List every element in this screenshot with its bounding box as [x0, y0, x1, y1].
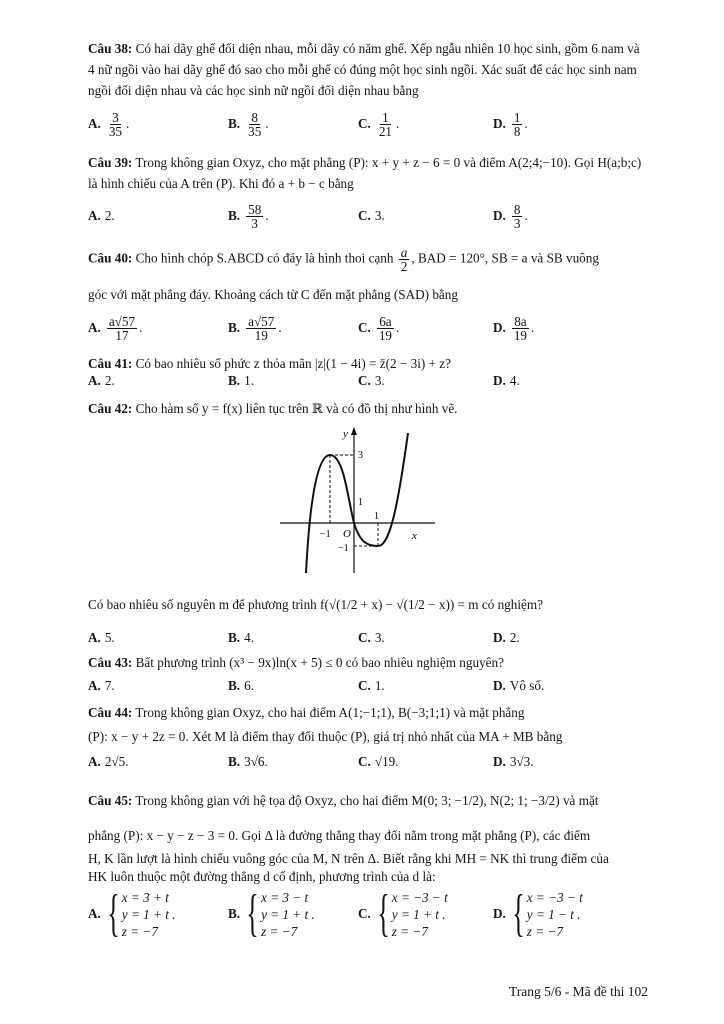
question-45: Câu 45: Trong không gian với hệ tọa độ Oxyz, cho hai điểm M(0; 3; −1/2), N(2; 1; −3/2) và mặt [88, 793, 599, 808]
question-38-options [88, 108, 648, 140]
option-b[interactable]: B. { x = 3 − t y = 1 + t . z = −7 [228, 885, 315, 942]
option-d[interactable]: D. $\frac{8a}{19}$ . [493, 313, 535, 343]
option-c[interactable]: C. 3. [358, 373, 385, 388]
option-c[interactable]: C. $\frac{1}{21}$ . [358, 109, 400, 139]
question-label: Câu 43: [88, 655, 133, 670]
option-c[interactable]: C. $\frac{6a}{19}$ . [358, 313, 400, 343]
x-axis-label: x [412, 530, 417, 542]
origin-label: O [343, 528, 351, 540]
question-45-options [88, 885, 648, 948]
question-label: Câu 41: [88, 356, 133, 371]
question-44-line2: (P): x − y + 2z = 0. Xét M là điểm thay đổi thuộc (P), giá trị nhỏ nhất của MA + MB bằng [88, 729, 563, 744]
question-42 [88, 398, 648, 419]
question-text: Bất phương trình (x³ − 9x)ln(x + 5) ≤ 0 có bao nhiêu nghiệm nguyên? [135, 655, 504, 670]
option-d[interactable]: D. 3√3. [493, 754, 534, 769]
question-label: Câu 45: [88, 793, 133, 808]
question-40: Câu 40: Cho hình chóp S.ABCD có đáy là hình thoi cạnh $\frac{a}{2}$ , BAD = 120°, SB = a và SB vuông [88, 245, 599, 274]
option-a[interactable]: A. 2. [88, 373, 115, 388]
question-label: Câu 39: [88, 155, 133, 170]
option-a[interactable]: A. 2. [88, 208, 115, 223]
option-a[interactable]: A. 2√5. [88, 754, 129, 769]
page-footer: Trang 5/6 - Mã đề thi 102 [509, 984, 648, 999]
question-43-options [88, 674, 648, 698]
y-arrow [351, 427, 357, 435]
question-45-line4: HK luôn thuộc một đường thẳng d cố định, phương trình của d là: [88, 869, 436, 884]
question-label: Câu 44: [88, 705, 133, 720]
option-b[interactable]: B. $\frac{a√57}{19}$ . [228, 313, 282, 343]
option-a[interactable]: A. $\frac{3}{35}$ . [88, 109, 130, 139]
question-40-line2: góc với mặt phẳng đáy. Khoảng cách từ C đến mặt phẳng (SAD) bằng [88, 287, 458, 302]
label-y3: 3 [358, 450, 363, 461]
option-d[interactable]: D. 4. [493, 373, 520, 388]
question-43 [88, 652, 648, 673]
question-text: Có bao nhiêu số nguyên m để phương trình f(√(1/2 + x) − √(1/2 − x)) = m có nghiệm? [88, 597, 543, 612]
option-b[interactable]: B. $\frac{8}{35}$ . [228, 109, 269, 139]
option-c[interactable]: C. 1. [358, 678, 385, 693]
function-graph [280, 425, 440, 575]
question-39-options [88, 200, 648, 232]
label-ym1: −1 [338, 543, 349, 554]
function-curve [306, 433, 408, 573]
question-40-options [88, 312, 648, 344]
option-d[interactable]: D. $\frac{1}{8}$ . [493, 109, 528, 139]
y-axis-label: y [343, 428, 348, 440]
option-b[interactable]: B. 3√6. [228, 754, 268, 769]
option-b[interactable]: B. $\frac{58}{3}$ . [228, 201, 269, 231]
option-a[interactable]: A. 5. [88, 630, 115, 645]
question-38 [88, 38, 648, 101]
question-45-line2: phẳng (P): x − y − z − 3 = 0. Gọi Δ là đường thẳng thay đổi nằm trong mặt phẳng (P), các điểm [88, 828, 591, 843]
question-text: Trong không gian Oxyz, cho mặt phẳng (P): x + y + z − 6 = 0 và điểm A(2;4;−10). Gọi H(a;b;c) là hình chiếu của A trên (P). Khi đó a + b − c bằng [88, 155, 642, 191]
option-c[interactable]: C. { x = −3 − t y = 1 + t . z = −7 [358, 885, 448, 942]
option-d[interactable]: D. Vô số. [493, 678, 545, 693]
option-d[interactable]: D. 2. [493, 630, 520, 645]
question-text: Có bao nhiêu số phức z thỏa mãn |z|(1 − 4i) = z̄(2 − 3i) + z? [135, 356, 451, 371]
option-c[interactable]: C. 3. [358, 208, 385, 223]
option-d[interactable]: D. $\frac{8}{3}$ . [493, 201, 528, 231]
option-c[interactable]: C. √19. [358, 754, 399, 769]
option-b[interactable]: B. 6. [228, 678, 254, 693]
option-d[interactable]: D. { x = −3 − t y = 1 − t . z = −7 [493, 885, 583, 942]
question-42-options [88, 626, 648, 650]
label-xm1: −1 [320, 529, 331, 540]
question-text: Có hai dãy ghế đối diện nhau, mỗi dãy có năm ghế. Xếp ngẫu nhiên 10 học sinh, gồm 6 nam và 4 nữ ngồi vào hai dãy ghế đó sao cho mỗi ghế có đúng một học sinh ngồi. Xác suất để các học sinh nam ngồi đối diện nhau và các học sinh nữ ngồi đối diện nhau bằng [88, 41, 640, 98]
option-a[interactable]: A. $\frac{a√57}{17}$ . [88, 313, 143, 343]
question-44: Câu 44: Trong không gian Oxyz, cho hai điểm A(1;−1;1), B(−3;1;1) và mặt phẳng [88, 705, 525, 720]
question-label: Câu 42: [88, 401, 133, 416]
question-41-options [88, 369, 648, 393]
question-label: Câu 40: [88, 250, 133, 266]
question-text: Cho hàm số y = f(x) liên tục trên ℝ và có đồ thị như hình vẽ. [135, 401, 458, 416]
option-a[interactable]: A. 7. [88, 678, 115, 693]
label-x1: 1 [374, 511, 379, 522]
option-a[interactable]: A. { x = 3 + t y = 1 + t . z = −7 [88, 885, 176, 942]
question-42-prompt [88, 594, 648, 615]
option-b[interactable]: B. 1. [228, 373, 254, 388]
question-39 [88, 152, 648, 194]
option-b[interactable]: B. 4. [228, 630, 254, 645]
label-y1: 1 [358, 497, 363, 508]
question-45-line3: H, K lần lượt là hình chiếu vuông góc của M, N trên Δ. Biết rằng khi MH = NK thì trung điểm của [88, 851, 609, 866]
option-c[interactable]: C. 3. [358, 630, 385, 645]
question-44-options [88, 750, 648, 774]
question-label: Câu 38: [88, 41, 133, 56]
